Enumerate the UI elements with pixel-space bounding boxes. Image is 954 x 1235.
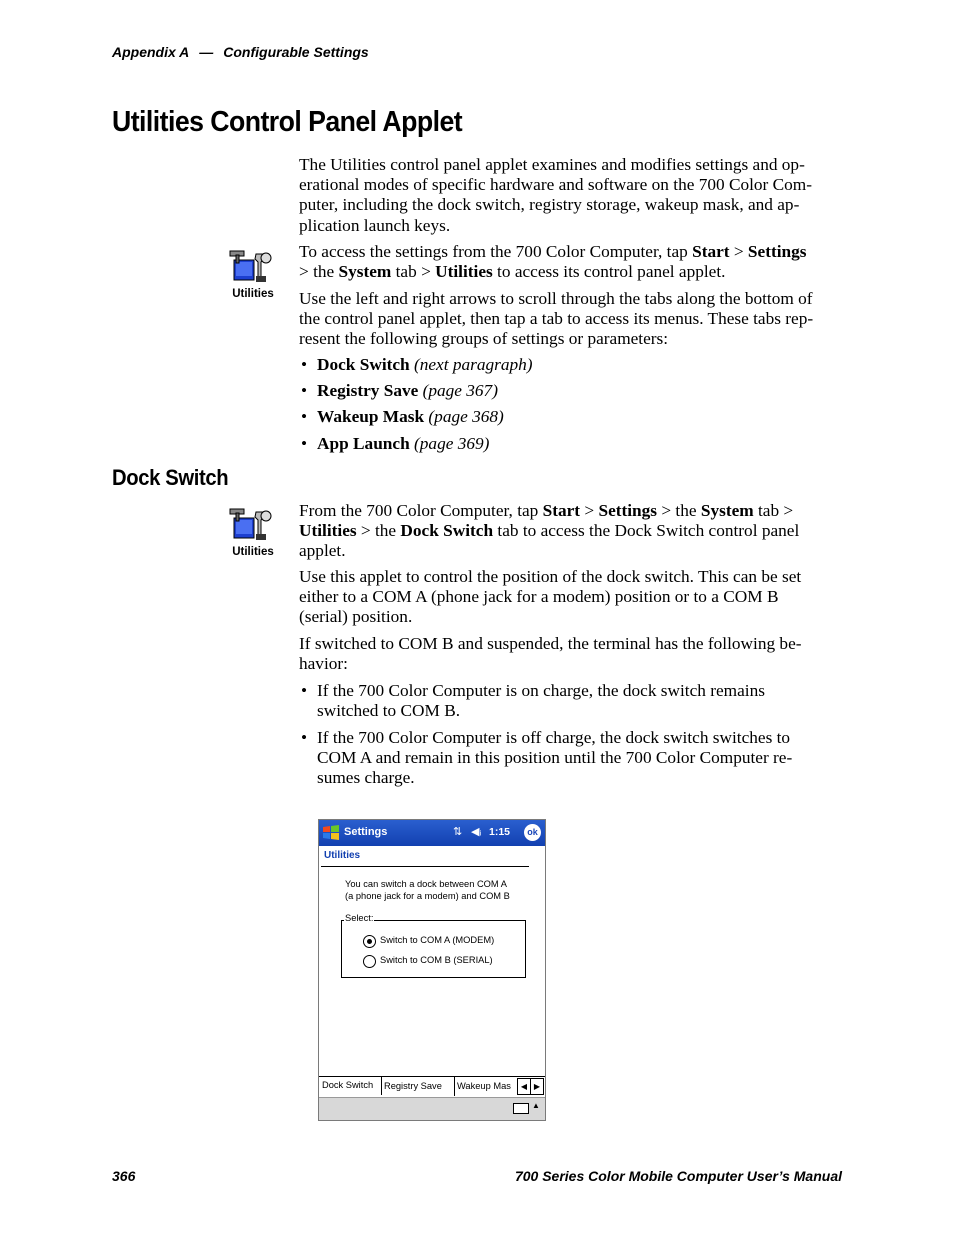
intro-paragraph: The Utilities control panel applet examines and modifies settings and op- erational modes of specific hardware and software on the 700 Color Com- puter, including the dock switch, registry storage, wakeup mask, and ap- plication launch keys. — [299, 155, 812, 235]
tab-scroll-left-icon[interactable]: ◀ — [517, 1078, 531, 1095]
tab-strip — [319, 1076, 545, 1097]
radio-com-a-label: Switch to COM A (MODEM) — [380, 935, 495, 945]
device-screenshot — [318, 819, 546, 1121]
utilities-icon-label: Utilities — [232, 546, 274, 558]
volume-icon[interactable]: ◀ᵢ — [471, 826, 482, 838]
utilities-icon — [226, 506, 282, 566]
title-bar — [319, 820, 545, 846]
tab-wakeup-mask[interactable]: Wakeup Mas — [454, 1076, 515, 1096]
select-group-box — [341, 920, 526, 978]
ok-button[interactable]: ok — [524, 824, 541, 841]
radio-unselected-icon[interactable] — [363, 955, 376, 968]
input-panel-arrow-icon[interactable]: ▲ — [532, 1101, 540, 1110]
radio-selected-icon[interactable] — [363, 935, 376, 948]
applet-heading: Utilities — [324, 850, 361, 861]
select-group-label: Select: — [345, 913, 374, 923]
utilities-icon-graphic — [226, 506, 274, 546]
connectivity-icon[interactable]: ⇅ — [453, 826, 463, 838]
running-header — [112, 44, 369, 60]
header-appendix: Appendix A — [112, 44, 190, 60]
dock-usage-paragraph: Use this applet to control the position of the dock switch. This can be set either to a COM A (phone jack for a modem) position or to a COM B (serial) position. — [299, 567, 802, 627]
heading-divider — [321, 866, 529, 867]
access-paragraph: To access the settings from the 700 Color Computer, tap Start > Settings > the System tab > Utilities to access its control panel applet. — [299, 242, 807, 282]
tab-dock-switch[interactable]: Dock Switch — [319, 1076, 382, 1095]
radio-com-b-label: Switch to COM B (SERIAL) — [380, 955, 493, 965]
arrows-paragraph: Use the left and right arrows to scroll through the tabs along the bottom of the control panel applet, then tap a tab to access its menus. These tabs rep- resent the following groups of settings or parameters: — [299, 289, 814, 349]
tab-scroll-right-icon[interactable]: ▶ — [530, 1078, 544, 1095]
keyboard-icon[interactable] — [513, 1103, 529, 1114]
dock-behavior-paragraph: If switched to COM B and suspended, the terminal has the following be- havior: — [299, 634, 802, 674]
applet-description: You can switch a dock between COM A (a phone jack for a modem) and COM B — [345, 879, 510, 901]
windows-start-icon[interactable] — [322, 824, 340, 842]
manual-title: 700 Series Color Mobile Computer User’s Manual — [514, 1168, 842, 1184]
clock[interactable]: 1:15 — [489, 826, 511, 838]
dock-access-paragraph: From the 700 Color Computer, tap Start > Settings > the System tab > Utilities > the Dock Switch tab to access the Dock Switch control panel applet. — [299, 501, 800, 561]
page-number: 366 — [112, 1168, 136, 1184]
menu-bar — [319, 1097, 545, 1121]
page-title: Utilities Control Panel Applet — [112, 106, 463, 138]
section-heading-dock-switch: Dock Switch — [112, 465, 229, 490]
screen-title: Settings — [344, 826, 388, 838]
utilities-icon-graphic — [226, 248, 274, 288]
tab-registry-save[interactable]: Registry Save — [381, 1076, 455, 1096]
header-separator: — — [199, 44, 214, 60]
utilities-icon-label: Utilities — [232, 288, 274, 300]
header-section: Configurable Settings — [223, 44, 369, 60]
utilities-icon — [226, 248, 282, 308]
